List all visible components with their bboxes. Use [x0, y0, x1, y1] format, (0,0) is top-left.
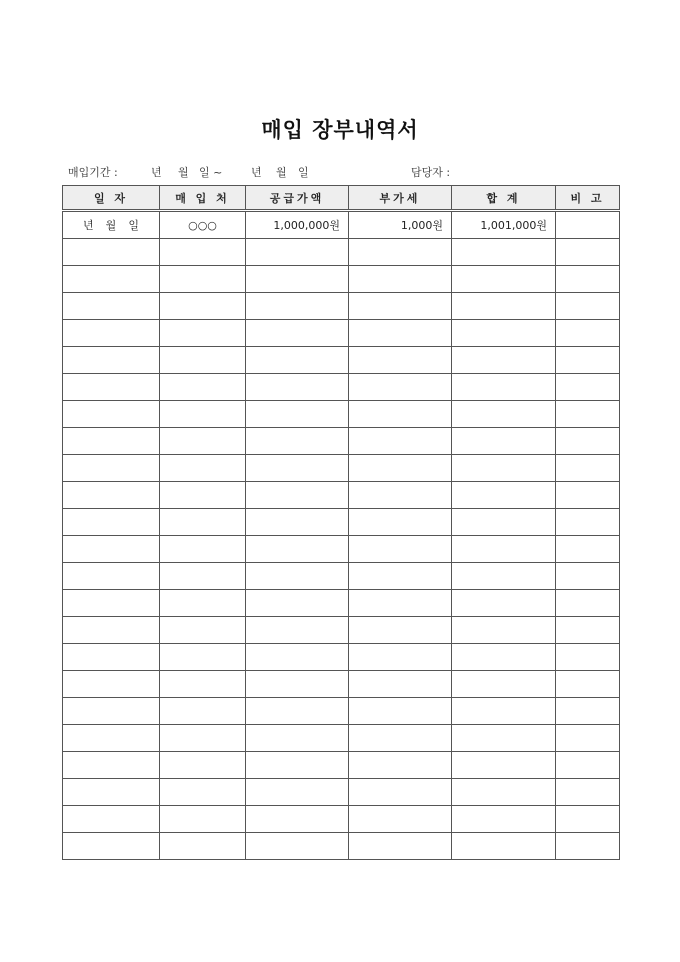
cell-vendor[interactable] [160, 671, 246, 698]
table-row [63, 482, 620, 509]
cell-vat[interactable]: 1,000원 [349, 211, 452, 239]
cell-vat[interactable] [349, 536, 452, 563]
cell-total[interactable] [452, 617, 556, 644]
cell-total[interactable] [452, 239, 556, 266]
cell-supply-amount[interactable] [246, 671, 349, 698]
table-row [63, 347, 620, 374]
cell-supply-amount[interactable] [246, 644, 349, 671]
cell-total[interactable] [452, 455, 556, 482]
cell-note[interactable] [556, 374, 620, 401]
table-row [63, 374, 620, 401]
cell-vat[interactable] [349, 428, 452, 455]
cell-note[interactable] [556, 401, 620, 428]
cell-vat[interactable] [349, 671, 452, 698]
table-row [63, 266, 620, 293]
cell-vendor[interactable] [160, 698, 246, 725]
cell-date[interactable] [63, 563, 160, 590]
table-row [63, 617, 620, 644]
purchase-ledger-table [62, 185, 620, 860]
cell-vendor[interactable] [160, 590, 246, 617]
cell-total[interactable] [452, 806, 556, 833]
cell-vat[interactable] [349, 509, 452, 536]
cell-vendor[interactable] [160, 725, 246, 752]
cell-date[interactable] [63, 455, 160, 482]
cell-vendor[interactable] [160, 779, 246, 806]
cell-total[interactable] [452, 347, 556, 374]
cell-date[interactable] [63, 833, 160, 860]
table-row [63, 401, 620, 428]
cell-note[interactable] [556, 806, 620, 833]
cell-supply-amount[interactable] [246, 239, 349, 266]
cell-vendor[interactable] [160, 644, 246, 671]
table-row [63, 806, 620, 833]
cell-vat[interactable] [349, 563, 452, 590]
cell-date[interactable] [63, 347, 160, 374]
cell-date[interactable] [63, 482, 160, 509]
cell-note[interactable] [556, 617, 620, 644]
cell-date[interactable] [63, 536, 160, 563]
cell-note[interactable] [556, 482, 620, 509]
cell-date[interactable] [63, 211, 160, 239]
cell-vendor[interactable] [160, 752, 246, 779]
cell-date[interactable] [63, 293, 160, 320]
cell-vat[interactable] [349, 482, 452, 509]
cell-supply-amount[interactable] [246, 455, 349, 482]
cell-supply-amount[interactable] [246, 617, 349, 644]
date-year: 년 [83, 219, 94, 232]
table-row [63, 752, 620, 779]
cell-supply-amount[interactable] [246, 509, 349, 536]
table-row [63, 725, 620, 752]
cell-supply-amount[interactable] [246, 563, 349, 590]
cell-total[interactable] [452, 779, 556, 806]
cell-vat[interactable] [349, 455, 452, 482]
cell-vat[interactable] [349, 374, 452, 401]
table-row [63, 536, 620, 563]
cell-note[interactable] [556, 320, 620, 347]
cell-supply-amount[interactable] [246, 590, 349, 617]
cell-vat[interactable] [349, 833, 452, 860]
table-row [63, 509, 620, 536]
table-header-row [63, 186, 620, 211]
cell-note[interactable] [556, 211, 620, 239]
cell-supply-amount[interactable] [246, 293, 349, 320]
table-row [63, 239, 620, 266]
cell-supply-amount[interactable] [246, 752, 349, 779]
cell-date[interactable] [63, 725, 160, 752]
cell-vendor[interactable] [160, 374, 246, 401]
table-row [63, 293, 620, 320]
cell-note[interactable] [556, 455, 620, 482]
cell-supply-amount[interactable] [246, 347, 349, 374]
cell-date[interactable] [63, 590, 160, 617]
date-day: 일 [128, 219, 139, 232]
cell-vendor[interactable] [160, 563, 246, 590]
cell-vat[interactable] [349, 239, 452, 266]
cell-vat[interactable] [349, 590, 452, 617]
period-label: 매입기간 : [68, 166, 118, 179]
cell-date[interactable] [63, 806, 160, 833]
cell-vendor[interactable] [160, 509, 246, 536]
cell-total[interactable] [452, 428, 556, 455]
cell-date[interactable] [63, 428, 160, 455]
cell-supply-amount[interactable] [246, 698, 349, 725]
cell-total[interactable] [452, 266, 556, 293]
cell-total[interactable] [452, 536, 556, 563]
cell-total[interactable] [452, 482, 556, 509]
cell-note[interactable] [556, 725, 620, 752]
cell-total[interactable] [452, 401, 556, 428]
cell-total[interactable] [452, 752, 556, 779]
cell-note[interactable] [556, 563, 620, 590]
cell-total[interactable] [452, 293, 556, 320]
cell-vendor[interactable] [160, 536, 246, 563]
table-row [63, 563, 620, 590]
info-line [0, 164, 680, 182]
cell-date[interactable] [63, 752, 160, 779]
cell-total[interactable] [452, 671, 556, 698]
cell-note[interactable] [556, 752, 620, 779]
cell-vendor[interactable] [160, 833, 246, 860]
cell-vendor[interactable] [160, 320, 246, 347]
cell-date[interactable] [63, 644, 160, 671]
cell-supply-amount[interactable] [246, 779, 349, 806]
cell-vendor[interactable]: ○○○ [160, 211, 246, 239]
end-day-label: 일 [298, 166, 309, 179]
cell-total[interactable] [452, 374, 556, 401]
cell-note[interactable] [556, 590, 620, 617]
cell-note[interactable] [556, 266, 620, 293]
cell-vat[interactable] [349, 725, 452, 752]
cell-vendor[interactable] [160, 347, 246, 374]
cell-vendor[interactable] [160, 266, 246, 293]
cell-vendor[interactable] [160, 428, 246, 455]
table-row [63, 428, 620, 455]
cell-note[interactable] [556, 698, 620, 725]
header-vendor: 매 입 처 [160, 186, 246, 211]
table-row [63, 779, 620, 806]
cell-total[interactable] [452, 563, 556, 590]
cell-date[interactable] [63, 266, 160, 293]
cell-date[interactable] [63, 374, 160, 401]
cell-total[interactable] [452, 644, 556, 671]
start-day-label: 일 ~ [199, 166, 223, 179]
cell-vat[interactable] [349, 293, 452, 320]
cell-vendor[interactable] [160, 806, 246, 833]
table-row [63, 671, 620, 698]
cell-vat[interactable] [349, 617, 452, 644]
cell-supply-amount[interactable] [246, 374, 349, 401]
header-date: 일 자 [63, 186, 160, 211]
header-note: 비 고 [556, 186, 620, 211]
cell-vat[interactable] [349, 266, 452, 293]
header-supply-amount: 공급가액 [246, 186, 349, 211]
cell-date[interactable] [63, 509, 160, 536]
cell-vendor[interactable] [160, 401, 246, 428]
table-row [63, 644, 620, 671]
table-row [63, 590, 620, 617]
cell-note[interactable] [556, 428, 620, 455]
cell-note[interactable] [556, 644, 620, 671]
table-row [63, 455, 620, 482]
cell-date[interactable] [63, 671, 160, 698]
manager-label: 담당자 : [411, 166, 451, 179]
table-row [63, 320, 620, 347]
cell-note[interactable] [556, 671, 620, 698]
cell-vat[interactable] [349, 779, 452, 806]
cell-vendor[interactable] [160, 617, 246, 644]
cell-note[interactable] [556, 536, 620, 563]
cell-vendor[interactable] [160, 239, 246, 266]
header-vat: 부가세 [349, 186, 452, 211]
cell-date[interactable] [63, 239, 160, 266]
cell-supply-amount[interactable] [246, 401, 349, 428]
cell-date[interactable] [63, 320, 160, 347]
cell-supply-amount[interactable] [246, 320, 349, 347]
cell-total[interactable] [452, 320, 556, 347]
cell-vendor[interactable] [160, 455, 246, 482]
cell-vat[interactable] [349, 644, 452, 671]
cell-vat[interactable] [349, 320, 452, 347]
cell-total[interactable] [452, 833, 556, 860]
cell-supply-amount[interactable] [246, 482, 349, 509]
cell-vat[interactable] [349, 752, 452, 779]
cell-vat[interactable] [349, 698, 452, 725]
cell-vendor[interactable] [160, 293, 246, 320]
header-total: 합 계 [452, 186, 556, 211]
cell-supply-amount[interactable] [246, 536, 349, 563]
end-year-label: 년 [251, 166, 262, 179]
cell-total[interactable] [452, 590, 556, 617]
cell-note[interactable] [556, 833, 620, 860]
cell-date[interactable] [63, 617, 160, 644]
cell-supply-amount[interactable] [246, 266, 349, 293]
cell-note[interactable] [556, 239, 620, 266]
cell-note[interactable] [556, 347, 620, 374]
end-month-label: 월 [276, 166, 287, 179]
cell-vat[interactable] [349, 401, 452, 428]
cell-date[interactable] [63, 401, 160, 428]
date-month: 월 [105, 219, 117, 232]
cell-supply-amount[interactable]: 1,000,000원 [246, 211, 349, 239]
cell-supply-amount[interactable] [246, 833, 349, 860]
table-row [63, 698, 620, 725]
cell-total[interactable] [452, 698, 556, 725]
cell-note[interactable] [556, 779, 620, 806]
cell-supply-amount[interactable] [246, 806, 349, 833]
cell-total[interactable] [452, 725, 556, 752]
start-year-label: 년 [151, 166, 162, 179]
cell-note[interactable] [556, 293, 620, 320]
table-row [63, 211, 620, 239]
cell-date[interactable] [63, 698, 160, 725]
cell-vat[interactable] [349, 347, 452, 374]
cell-supply-amount[interactable] [246, 725, 349, 752]
cell-note[interactable] [556, 509, 620, 536]
cell-vendor[interactable] [160, 482, 246, 509]
table-row [63, 833, 620, 860]
cell-total[interactable] [452, 509, 556, 536]
start-month-label: 월 [178, 166, 189, 179]
page-title: 매입 장부내역서 [261, 118, 419, 142]
cell-date[interactable] [63, 779, 160, 806]
cell-supply-amount[interactable] [246, 428, 349, 455]
cell-vat[interactable] [349, 806, 452, 833]
cell-total[interactable]: 1,001,000원 [452, 211, 556, 239]
